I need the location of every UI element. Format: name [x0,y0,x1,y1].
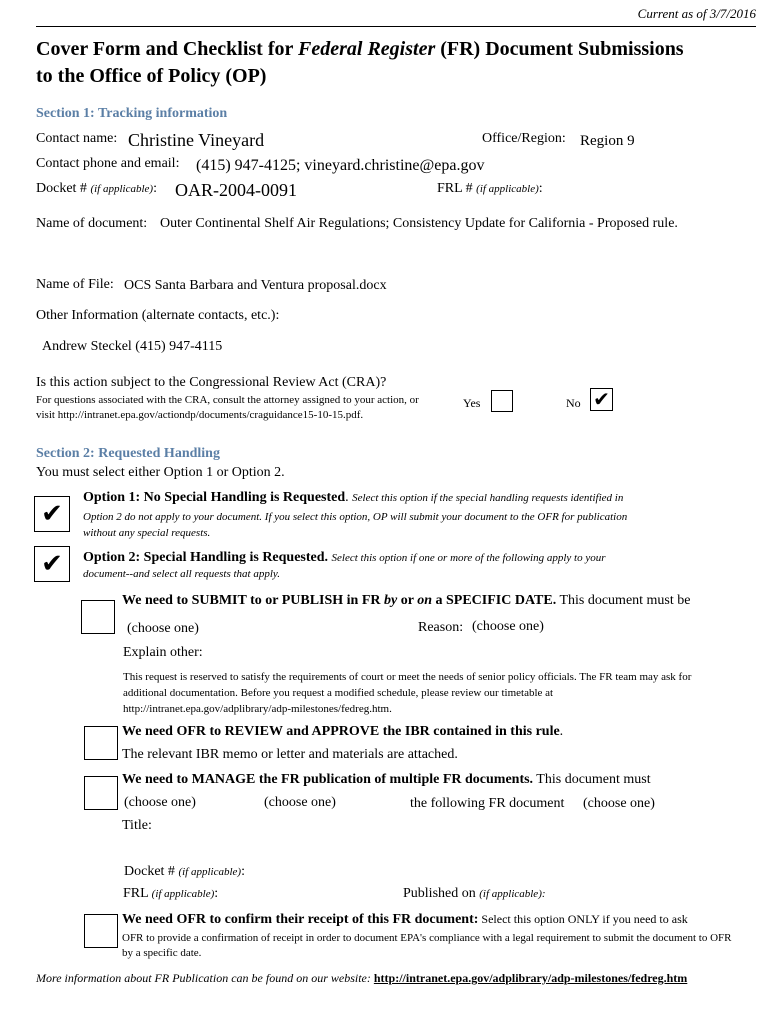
option2-title-line [83,550,606,566]
request-specific-date-checkbox[interactable] [81,600,115,634]
related-frl-label [123,886,218,902]
manage-select-2[interactable]: (choose one) [264,795,336,810]
option1-title: Option 1: No Special Handling is Requested [83,490,346,505]
req1-title-a: We need to SUBMIT to or PUBLISH in FR [122,593,385,608]
frl-label-note: (if applicable) [476,183,539,195]
option1-title-line [83,490,623,506]
req3-frl-note: (if applicable) [151,888,215,900]
current-as-of: Current as of 3/7/2016 [637,6,756,21]
request-confirm-receipt-checkbox[interactable] [84,914,118,948]
contact-phone-label: Contact phone and email: [36,156,180,171]
contact-phone-email-field[interactable]: (415) 947-4125; vineyard.christine@epa.gov [196,157,485,174]
page-title [36,38,684,61]
docket-label-text: Docket # [36,181,87,196]
section2-instruction: You must select either Option 1 or Option 2. [36,465,285,480]
checkmark-icon: ✔ [41,499,63,528]
reason-label: Reason: [418,620,464,635]
doc-name-label: Name of document: [36,216,148,231]
req3-published-text: Published on [403,886,476,901]
related-title-label: Title: [122,818,152,833]
contact-name-label: Contact name: [36,131,118,146]
option2-checkbox[interactable] [34,546,70,582]
title-suffix: (FR) Document Submissions [435,38,684,60]
cra-no-checkbox[interactable] [590,388,613,411]
other-info-label: Other Information (alternate contacts, etc.): [36,308,280,323]
docket-label [36,181,157,197]
option1-desc-line3: without any special requests. [83,527,211,539]
title-prefix: Cover Form and Checklist for [36,38,299,60]
title-federal-register: Federal Register [298,38,436,60]
option1-period: . [345,490,349,505]
manage-select-3[interactable]: (choose one) [583,796,655,811]
request-ibr-review-title: We need OFR to REVIEW and APPROVE the IBR contained in this rule [122,724,560,739]
req3-tail: This document must [533,772,651,787]
file-name-label: Name of File: [36,277,114,292]
cra-yes-label: Yes [463,396,481,410]
docket-label-colon: : [153,181,157,196]
fedreg-link[interactable]: http://intranet.epa.gov/adplibrary/adp-milestones/fedreg.htm [373,971,688,985]
file-name-field[interactable]: OCS Santa Barbara and Ventura proposal.docx [124,278,387,293]
following-fr-document-label: the following FR document [410,796,565,811]
req1-on: on [417,593,432,608]
frl-label-text: FRL # [437,181,473,196]
footer-text: More information about FR Publication can be found on our website: [36,971,371,985]
req1-by: by [384,593,398,608]
cra-no-label: No [566,396,581,410]
related-docket-label [124,864,245,880]
docket-label-note: (if applicable) [90,183,154,195]
req4-desc-a: Select this option ONLY if you need to ask [478,912,688,926]
frl-label-colon: : [538,181,543,196]
section1-heading: Section 1: Tracking information [36,106,228,121]
option1-desc-line1: Select this option if the special handling requests identified in [352,492,624,504]
req3-docket-text: Docket # [124,864,175,879]
option2-desc-line1: Select this option if one or more of the following apply to your [331,552,606,564]
cra-note-line1: For questions associated with the CRA, consult the attorney assigned to your action, or [36,394,419,406]
request-ibr-review-desc: The relevant IBR memo or letter and materials are attached. [122,747,458,762]
cra-question: Is this action subject to the Congressional Review Act (CRA)? [36,375,387,390]
section2-heading: Section 2: Requested Handling [36,446,220,461]
option1-checkbox[interactable] [34,496,70,532]
header-rule [36,26,756,27]
cra-yes-checkbox[interactable] [491,390,513,412]
req3-docket-colon: : [241,864,245,879]
request-ibr-review-checkbox[interactable] [84,726,118,760]
option1-desc-line2: Option 2 do not apply to your document. If you select this option, OP will submit your document to the OFR for publication [83,511,628,523]
request-confirm-receipt-title: We need OFR to confirm their receipt of this FR document: [122,912,479,927]
reason-select[interactable]: (choose one) [472,619,544,634]
frl-label [437,181,543,197]
doc-name-field[interactable]: Outer Continental Shelf Air Regulations; Consistency Update for California - Proposed rule. [160,216,678,231]
related-published-label [403,886,546,902]
request-manage-multiple-title: We need to MANAGE the FR publication of multiple FR documents. [122,772,534,787]
office-region-field[interactable]: Region 9 [580,133,635,149]
office-region-label: Office/Region: [482,131,566,146]
request-manage-multiple-title-line [122,772,651,788]
request-confirm-receipt-title-line [122,912,688,928]
checkmark-icon: ✔ [41,549,63,578]
footer-line [36,971,687,986]
explain-other-label: Explain other: [123,645,203,660]
page-title-line2: to the Office of Policy (OP) [36,65,267,87]
submit-publish-select[interactable]: (choose one) [127,621,199,636]
other-info-field[interactable]: Andrew Steckel (415) 947-4115 [42,339,223,354]
checkmark-icon: ✔ [593,388,610,411]
option2-desc-line2: document--and select all requests that apply. [83,568,280,580]
contact-name-field[interactable]: Christine Vineyard [128,130,265,150]
req3-docket-note: (if applicable) [178,866,242,878]
manage-select-1[interactable]: (choose one) [124,795,196,810]
req3-frl-text: FRL [123,886,149,901]
request-specific-date-note: This request is reserved to satisfy the requirements of court or meet the needs of senior policy officials. The FR team may ask for additional documentation. Before you request a modified schedule, please review our timetable at http://intranet.epa.gov/adplibrary/adp-milestones/fedreg.htm. [123,671,692,715]
option2-title: Option 2: Special Handling is Requested. [83,550,329,565]
request-specific-date-title [122,593,691,609]
docket-field[interactable]: OAR-2004-0091 [175,180,297,200]
request-manage-multiple-checkbox[interactable] [84,776,118,810]
req1-tail: This document must be [556,593,691,608]
request-confirm-receipt-desc: OFR to provide a confirmation of receipt in order to document EPA's compliance with a legal requirement to submit the document to OFR by a specific date. [122,932,732,959]
request-ibr-review-title-line [122,724,563,740]
req1-or: or [397,593,418,608]
req1-title-b: a SPECIFIC DATE. [432,593,557,608]
req3-frl-colon: : [214,886,219,901]
req2-period: . [559,724,564,739]
req3-published-note: (if applicable): [479,888,546,900]
cra-note-line2: visit http://intranet.epa.gov/actiondp/documents/craguidance15-10-15.pdf. [36,409,364,421]
